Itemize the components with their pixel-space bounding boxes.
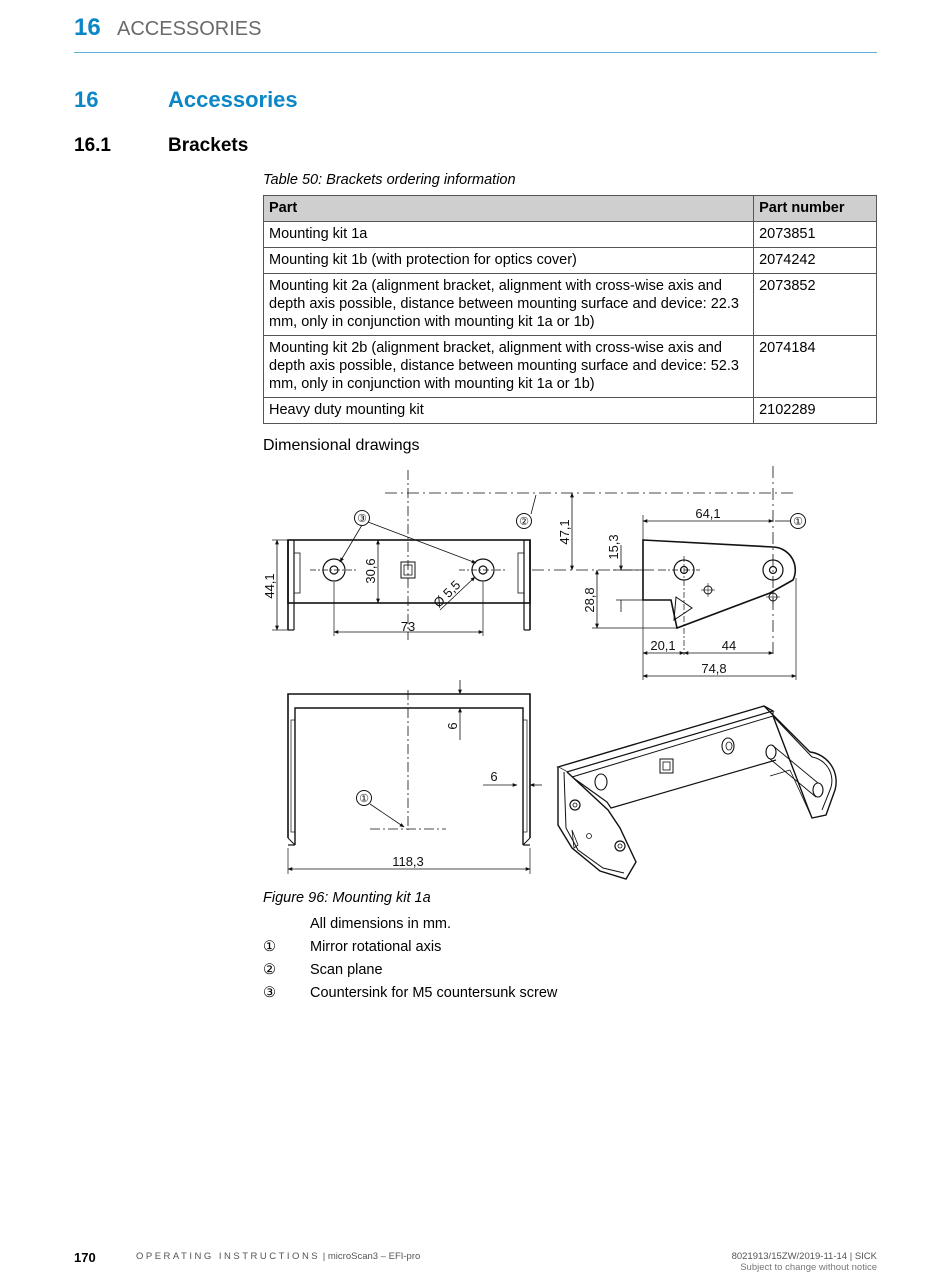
- legend-mark: ③: [263, 985, 276, 1001]
- heading2-title: Brackets: [168, 135, 249, 156]
- side-plate-outline: [643, 540, 795, 628]
- dim-44: 44: [721, 638, 737, 653]
- header-chapter-title: ACCESSORIES: [117, 18, 262, 40]
- header-chapter-number: 16: [74, 14, 101, 41]
- dim-74-8: 74,8: [701, 661, 727, 676]
- footer-document-info: [732, 1251, 877, 1273]
- heading1-number: 16: [74, 87, 99, 112]
- callout-3: ③: [357, 513, 367, 525]
- table-row: [264, 398, 877, 424]
- part-number-cell: 2102289: [754, 398, 877, 424]
- callout-1-side: ①: [793, 516, 803, 528]
- callout-1-top: ①: [359, 793, 369, 805]
- footer-note: Subject to change without notice: [740, 1262, 877, 1273]
- footer-document-title: [136, 1251, 420, 1262]
- part-number-cell: 2074184: [754, 336, 877, 398]
- isometric-view: [558, 706, 836, 879]
- table-row: [264, 222, 877, 248]
- side-view: [592, 466, 806, 680]
- legend-mark: ①: [263, 939, 276, 955]
- dimensional-drawing: [260, 464, 860, 884]
- dim-diameter-5-5: Ø 5,5: [430, 577, 464, 611]
- part-cell: Mounting kit 1a: [264, 222, 754, 248]
- part-number-cell: 2073851: [754, 222, 877, 248]
- page-number: 170: [74, 1250, 96, 1265]
- dim-47-1: 47,1: [557, 519, 572, 545]
- figure-caption: Figure 96: Mounting kit 1a: [263, 890, 431, 906]
- table-row: [264, 248, 877, 274]
- dim-44-1: 44,1: [262, 573, 277, 599]
- legend-mark: ②: [263, 962, 276, 978]
- part-cell: Heavy duty mounting kit: [264, 398, 754, 424]
- legend-text: Mirror rotational axis: [310, 939, 442, 955]
- dim-118-3: 118,3: [392, 854, 424, 869]
- dim-30-6: 30,6: [363, 558, 378, 584]
- column-header-part-number: Part number: [754, 196, 877, 222]
- front-view: [272, 470, 795, 640]
- legend-note: All dimensions in mm.: [310, 916, 452, 932]
- dim-64-1: 64,1: [695, 506, 721, 521]
- column-header-part: Part: [264, 196, 754, 222]
- part-cell: Mounting kit 2a (alignment bracket, alignment with cross-wise axis and depth axis possible, distance between mounting surface and device: 22.3 mm, only in conjunction with mounting kit 1a or 1b): [264, 274, 754, 336]
- table-header-row: [264, 196, 877, 222]
- dim-6-vertical: 6: [445, 722, 460, 730]
- table-caption: Table 50: Brackets ordering information: [263, 172, 516, 188]
- part-number-cell: 2074242: [754, 248, 877, 274]
- drawings-subheading: Dimensional drawings: [263, 437, 420, 454]
- callout-2: ②: [519, 516, 529, 528]
- legend-text: Scan plane: [310, 962, 383, 978]
- page-header: [74, 14, 877, 53]
- heading2-number: 16.1: [74, 135, 111, 156]
- top-view: [288, 680, 542, 874]
- legend-text: Countersink for M5 countersunk screw: [310, 985, 558, 1001]
- dim-20-1: 20,1: [650, 638, 676, 653]
- dim-15-3: 15,3: [606, 534, 621, 560]
- table-row: [264, 336, 877, 398]
- dim-73: 73: [400, 619, 416, 634]
- table-row: [264, 274, 877, 336]
- footer-product: | microScan3 – EFI-pro: [322, 1251, 421, 1262]
- ordering-table: [263, 195, 877, 424]
- heading1-title: Accessories: [168, 87, 298, 112]
- part-number-cell: 2073852: [754, 274, 877, 336]
- dim-6-horizontal: 6: [490, 769, 498, 784]
- part-cell: Mounting kit 1b (with protection for optics cover): [264, 248, 754, 274]
- dim-28-8: 28,8: [582, 587, 597, 613]
- part-cell: Mounting kit 2b (alignment bracket, alignment with cross-wise axis and depth axis possible, distance between mounting surface and device: 52.3 mm, only in conjunction with mounting kit 1a or 1b): [264, 336, 754, 398]
- footer-doc-id: 8021913/15ZW/2019-11-14 | SICK: [731, 1251, 877, 1262]
- footer-doc-kind: OPERATING INSTRUCTIONS: [136, 1251, 321, 1262]
